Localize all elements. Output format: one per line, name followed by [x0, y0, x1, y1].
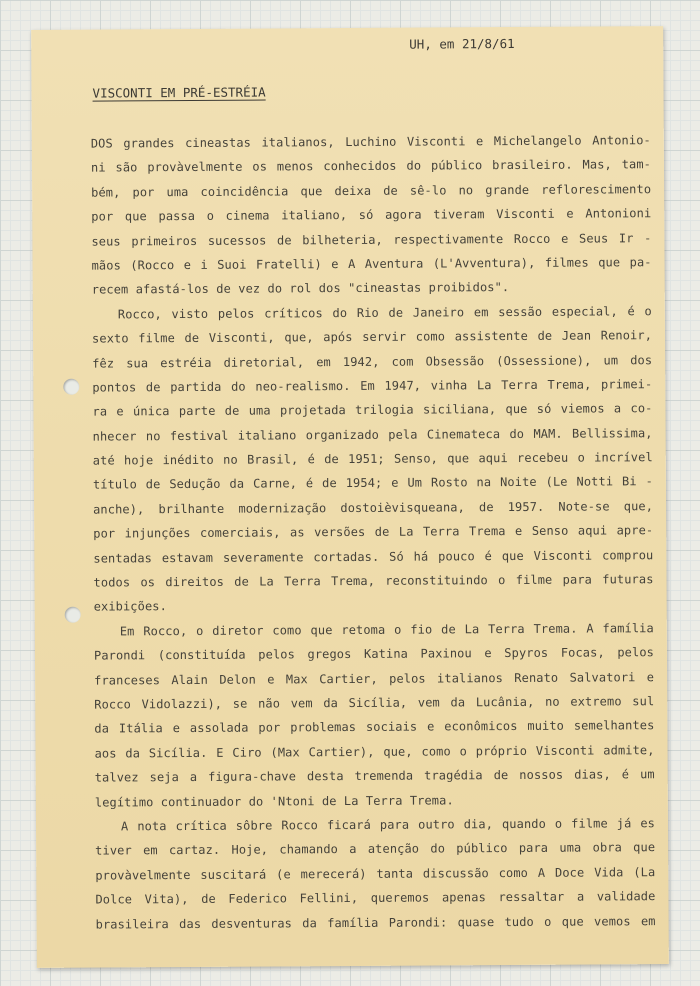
text-line: A nota crítica sôbre Rocco ficará para outro dia, quando o filme já es: [120, 816, 656, 834]
text-line: da Itália e assolada por problemas sociais e econômicos muito semelhantes: [94, 718, 655, 736]
text-line: ni são provàvelmente os menos conhecidos do público brasileiro. Mas, tam-: [90, 157, 652, 175]
text-line: talvez seja a figura-chave desta tremenda tragédia de nossos dias, é um: [94, 767, 655, 785]
text-line: por que passa o cinema italiano, só agora tiveram Visconti e Antonioni: [91, 206, 652, 224]
text-line: DOS grandes cineastas italianos, Luchino Visconti e Michelangelo Antonio-: [90, 133, 651, 151]
text-line: seus primeiros sucessos de bilheteria, respectivamente Rocco e Seus Ir -: [91, 230, 652, 249]
text-line: legítimo continuador do 'Ntoni de La Terra Trema.: [94, 792, 454, 810]
text-line: provàvelmente suscitará (e merecerá) tanta discussão como A Doce Vida (La: [95, 864, 656, 883]
text-line: aos da Sicília. E Ciro (Max Cartier), que, como o próprio Visconti admite,: [94, 742, 655, 761]
text-line: ra e única parte de uma projetada trilogia siciliana, que só viemos a co-: [92, 401, 653, 419]
text-line: sexto filme de Visconti, que, após servir como assistente de Jean Renoir,: [91, 328, 653, 346]
text-line: sentadas estavam severamente cortadas. Só há pouco é que Visconti comprou: [93, 547, 654, 566]
text-line: mãos (Rocco e i Suoi Fratelli) e A Aventura (L'Avventura), filmes que pa-: [91, 255, 652, 273]
text-line: fêz sua estréia diretorial, em 1942, com Obsessão (Ossessione), um dos: [92, 352, 653, 371]
text-line: todos os direitos de La Terra Trema, reconstituindo o filme para futuras: [93, 572, 654, 590]
dateline: UH, em 21/8/61: [409, 35, 515, 52]
article-body: [91, 128, 656, 936]
text-line: Dolce Vita), de Federico Fellini, queremos apenas ressaltar a validade: [95, 889, 656, 907]
text-line: bém, por uma coincidência que deixa de sê-lo no grande reflorescimento: [91, 181, 652, 200]
text-line: recem afastá-los de vez do rol dos "cineastas proibidos".: [91, 280, 510, 297]
text-line: brasileira das desventuras da família Parondi: quase tudo o que vemos em: [95, 913, 656, 932]
text-line: nhecer no festival italiano organizado pela Cinemateca do MAM. Bellissima,: [92, 425, 653, 444]
text-line: Rocco, visto pelos críticos do Rio de Janeiro em sessão especial, é o: [117, 303, 652, 322]
typewritten-page: [31, 26, 669, 968]
article-title: VISCONTI EM PRÉ-ESTRÉIA: [92, 84, 266, 101]
text-line: Em Rocco, o diretor como que retoma o fio de La Terra Trema. A família: [119, 620, 654, 639]
text-line: franceses Alain Delon e Max Cartier, pelos italianos Renato Salvatori e: [94, 669, 655, 688]
punch-hole: [63, 379, 79, 395]
text-line: Rocco Vidolazzi), se não vem da Sicília, vem da Lucânia, no extremo sul: [94, 694, 655, 712]
text-line: tiver em cartaz. Hoje, chamando a atenção do público para uma obra que: [95, 840, 656, 858]
text-line: até hoje inédito no Brasil, é de 1951; Senso, que aqui recebeu o incrível: [92, 450, 653, 468]
text-line: pontos de partida do neo-realismo. Em 1947, vinha La Terra Trema, primei-: [92, 377, 653, 395]
text-line: por injunções comerciais, as versões de La Terra Trema e Senso aqui apre-: [93, 523, 654, 541]
text-line: título de Sedução da Carne, é de 1954; e Um Rosto na Noite (Le Notti Bi -: [92, 474, 653, 493]
text-line: anche), brilhante modernização dostoièvisqueana, de 1957. Note-se que,: [93, 499, 654, 517]
punch-hole: [65, 607, 81, 623]
text-line: exibições.: [93, 599, 167, 614]
text-line: Parondi (constituída pelos gregos Katina Paxinou e Spyros Focas, pelos: [93, 645, 654, 663]
